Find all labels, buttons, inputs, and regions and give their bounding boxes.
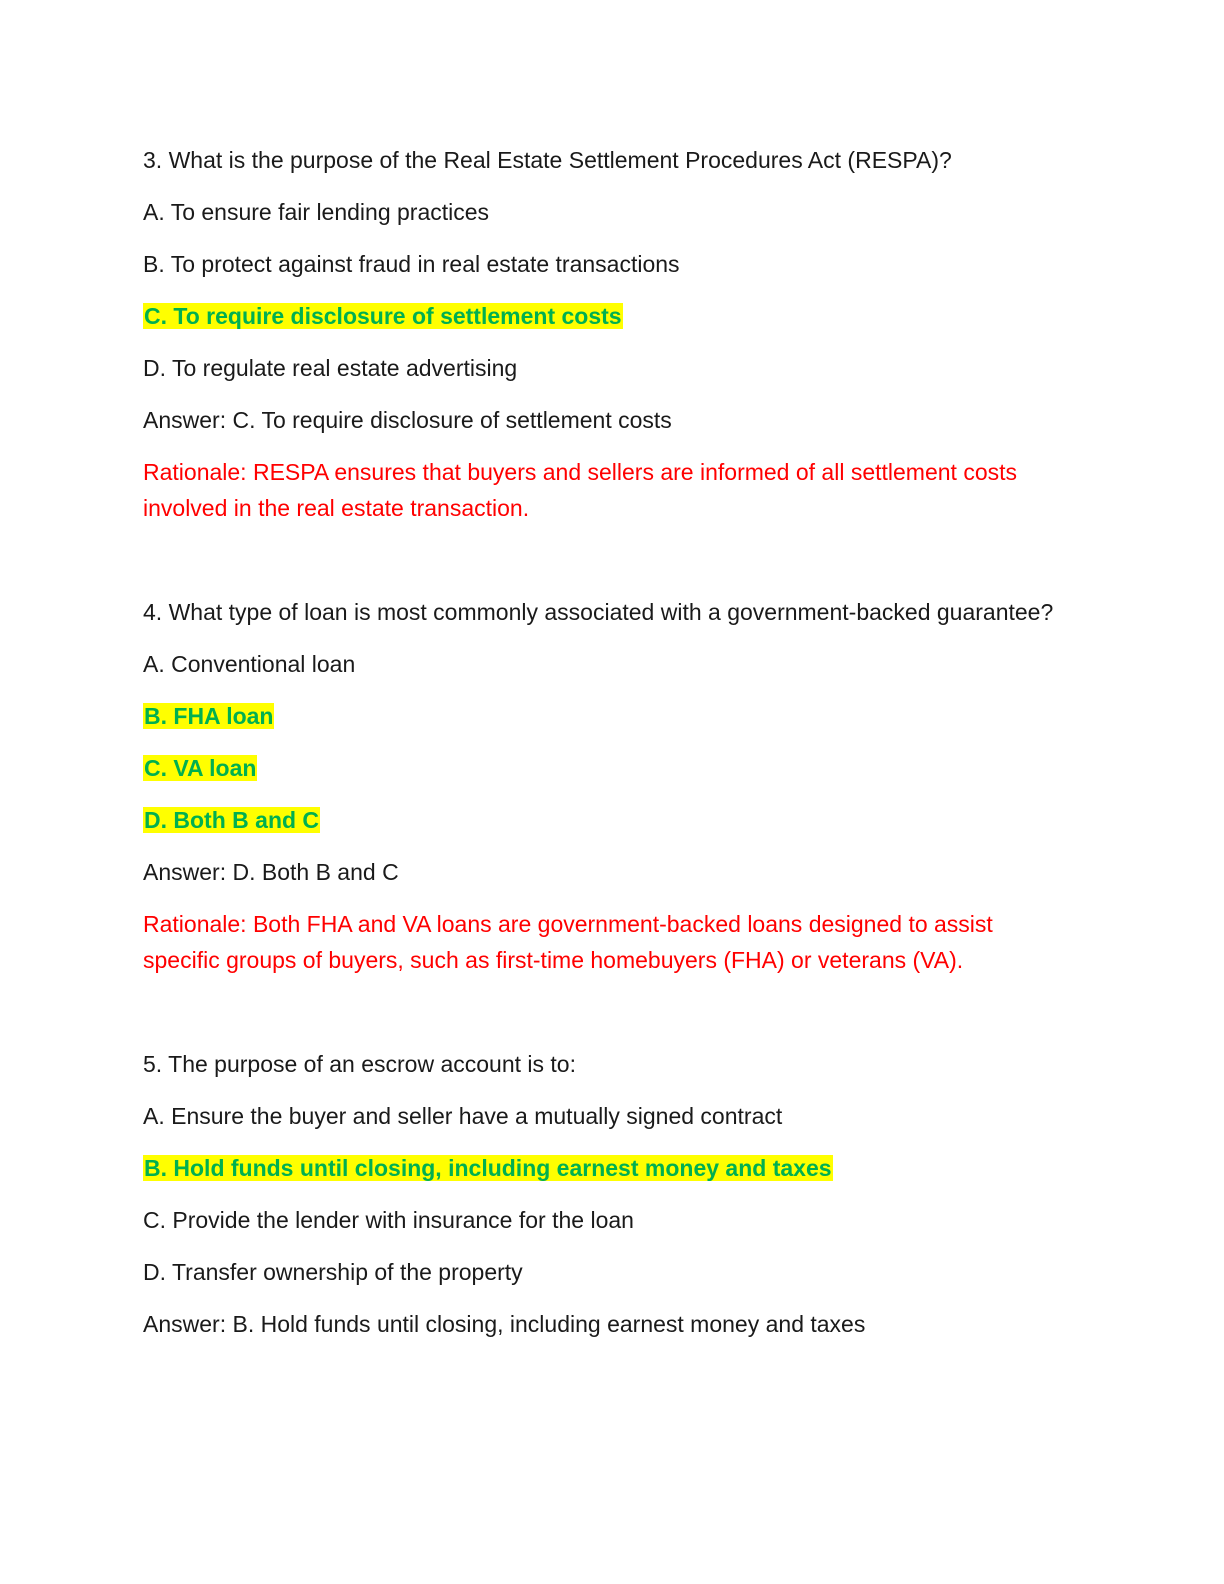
- option-d: [143, 350, 1063, 386]
- option-text: B. To protect against fraud in real estate transactions: [143, 251, 680, 277]
- answer-text: Answer: D. Both B and C: [143, 859, 399, 885]
- spacer: [143, 994, 1063, 1046]
- option-text: C. Provide the lender with insurance for the loan: [143, 1207, 634, 1233]
- option-d-correct: [143, 802, 1063, 838]
- option-a: [143, 646, 1063, 682]
- option-text: A. Ensure the buyer and seller have a mutually signed contract: [143, 1103, 783, 1129]
- option-text: D. Transfer ownership of the property: [143, 1259, 523, 1285]
- option-a: [143, 1098, 1063, 1134]
- question-text: 3. What is the purpose of the Real Estate Settlement Procedures Act (RESPA)?: [143, 147, 952, 173]
- question-block: [143, 1046, 1063, 1342]
- option-a: [143, 194, 1063, 230]
- highlighted-correct-option: D. Both B and C: [144, 807, 320, 833]
- option-c: [143, 1202, 1063, 1238]
- highlighted-correct-option: C. To require disclosure of settlement costs: [144, 303, 622, 329]
- question-block: [143, 594, 1063, 978]
- highlighted-correct-option: C. VA loan: [144, 755, 257, 781]
- rationale-text: Rationale: RESPA ensures that buyers and sellers are informed of all settlement costs involved in the real estate transaction.: [143, 459, 1018, 521]
- highlighted-correct-option: B. Hold funds until closing, including earnest money and taxes: [144, 1155, 832, 1181]
- question-text: 4. What type of loan is most commonly associated with a government-backed guarantee?: [143, 599, 1054, 625]
- rationale-text: Rationale: Both FHA and VA loans are government-backed loans designed to assist specific groups of buyers, such as first-time homebuyers (FHA) or veterans (VA).: [143, 911, 993, 973]
- option-text: A. Conventional loan: [143, 651, 356, 677]
- answer-text: Answer: C. To require disclosure of settlement costs: [143, 407, 672, 433]
- document-page: [143, 142, 1063, 1358]
- answer-text: Answer: B. Hold funds until closing, including earnest money and taxes: [143, 1311, 866, 1337]
- option-text: D. To regulate real estate advertising: [143, 355, 518, 381]
- option-c-correct: [143, 298, 1063, 334]
- question-block: [143, 142, 1063, 526]
- option-text: A. To ensure fair lending practices: [143, 199, 490, 225]
- option-d: [143, 1254, 1063, 1290]
- option-b: [143, 246, 1063, 282]
- spacer: [143, 542, 1063, 594]
- option-b-correct: [143, 698, 1063, 734]
- option-c-correct: [143, 750, 1063, 786]
- option-b-correct: [143, 1150, 1063, 1186]
- question-text: 5. The purpose of an escrow account is to:: [143, 1051, 576, 1077]
- highlighted-correct-option: B. FHA loan: [144, 703, 274, 729]
